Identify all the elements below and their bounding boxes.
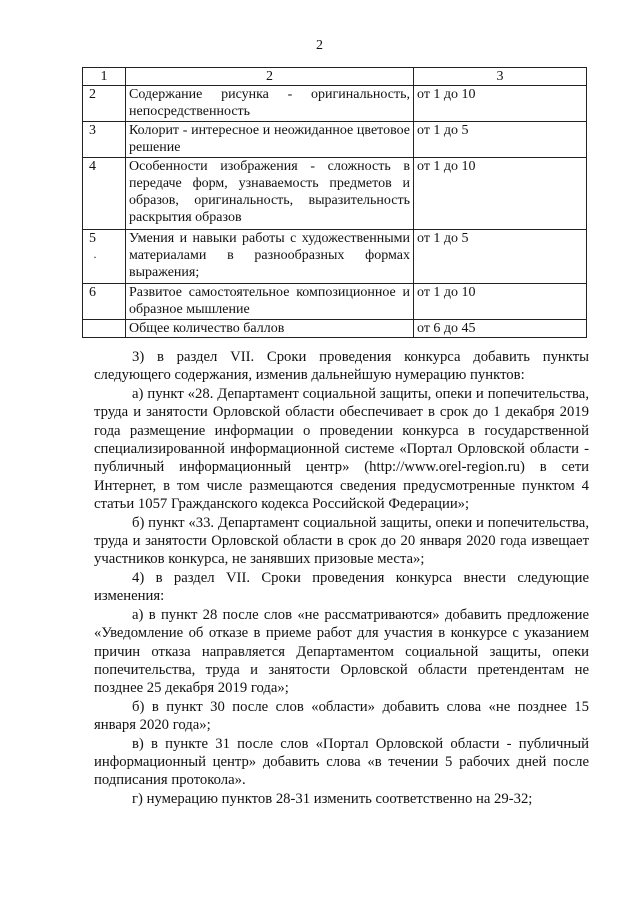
paragraph: а) пункт «28. Департамент социальной защиты, опеки и попечительства, труда и занятости Орловской области обеспечивает в срок до 1 декабря 2019 года размещение информации о проведении конкурса в государственной специализированной информационной системе «Портал Орловской области - публичный информационный центр» (http://www.orel-region.ru) в сети Интернет, в том числе размещаются сведения предусмотренные пунктом 4 статьи 1057 Гражданского кодекса Российской Федерации»;: [94, 385, 589, 513]
criterion-text: Общее количество баллов: [126, 320, 414, 338]
paragraph: г) нумерацию пунктов 28-31 изменить соответственно на 29-32;: [132, 790, 533, 807]
paragraph: 4) в раздел VII. Сроки проведения конкурса внести следующие изменения:: [94, 569, 589, 605]
row-number: [83, 320, 126, 338]
points-range: от 6 до 45: [414, 320, 587, 338]
header-cell: 1: [83, 68, 126, 86]
points-range: от 1 до 10: [414, 86, 587, 122]
criterion-text: Особенности изображения - сложность в передаче форм, узнаваемость предметов и образов, оригинальность, выразительность раскрытия образов: [126, 158, 414, 230]
table-row: [83, 158, 587, 230]
row-number: 6: [83, 284, 126, 320]
row-number: 3: [83, 122, 126, 158]
criterion-text: Колорит - интересное и неожиданное цветовое решение: [126, 122, 414, 158]
criterion-text: Умения и навыки работы с художественными материалами в разнообразных формах выражения;: [126, 230, 414, 284]
paragraph: 3) в раздел VII. Сроки проведения конкурса добавить пункты следующего содержания, изменив дальнейшую нумерацию пунктов:: [94, 349, 589, 384]
points-range: от 1 до 5: [414, 230, 587, 284]
row-number: 5 ·: [83, 230, 126, 284]
points-range: от 1 до 10: [414, 158, 587, 230]
criteria-table: [82, 67, 587, 338]
table-header-row: [83, 68, 587, 86]
row-number: 2: [83, 86, 126, 122]
paragraph: б) пункт «33. Департамент социальной защиты, опеки и попечительства, труда и занятости Орловской области в срок до 20 января 2020 года извещает участников конкурса, не занявших призовые места»;: [94, 514, 589, 568]
paragraph: в) в пункте 31 после слов «Портал Орловской области - публичный информационный центр» добавить слова «в течении 5 рабочих дней после подписания протокола».: [94, 735, 589, 789]
header-cell: 2: [126, 68, 414, 86]
table-row: [83, 86, 587, 122]
table-row: [83, 320, 587, 338]
document-body: [94, 348, 589, 808]
paragraph: б) в пункт 30 после слов «области» добавить слова «не позднее 15 января 2020 года»;: [94, 698, 589, 734]
header-cell: 3: [414, 68, 587, 86]
criterion-text: Содержание рисунка - оригинальность, непосредственность: [126, 86, 414, 122]
points-range: от 1 до 10: [414, 284, 587, 320]
table-row: [83, 230, 587, 284]
table-row: [83, 122, 587, 158]
points-range: от 1 до 5: [414, 122, 587, 158]
page-number: 2: [316, 38, 323, 53]
row-number: 4: [83, 158, 126, 230]
criterion-text: Развитое самостоятельное композиционное и образное мышление: [126, 284, 414, 320]
paragraph: а) в пункт 28 после слов «не рассматриваются» добавить предложение «Уведомление об отказе в приеме работ для участия в конкурсе с указанием причин отказа направляется Департаментом социальной защиты, опеки попечительства, труда и занятости Орловской области претендентам не позднее 25 декабря 2019 года»;: [94, 606, 589, 697]
table-row: [83, 284, 587, 320]
